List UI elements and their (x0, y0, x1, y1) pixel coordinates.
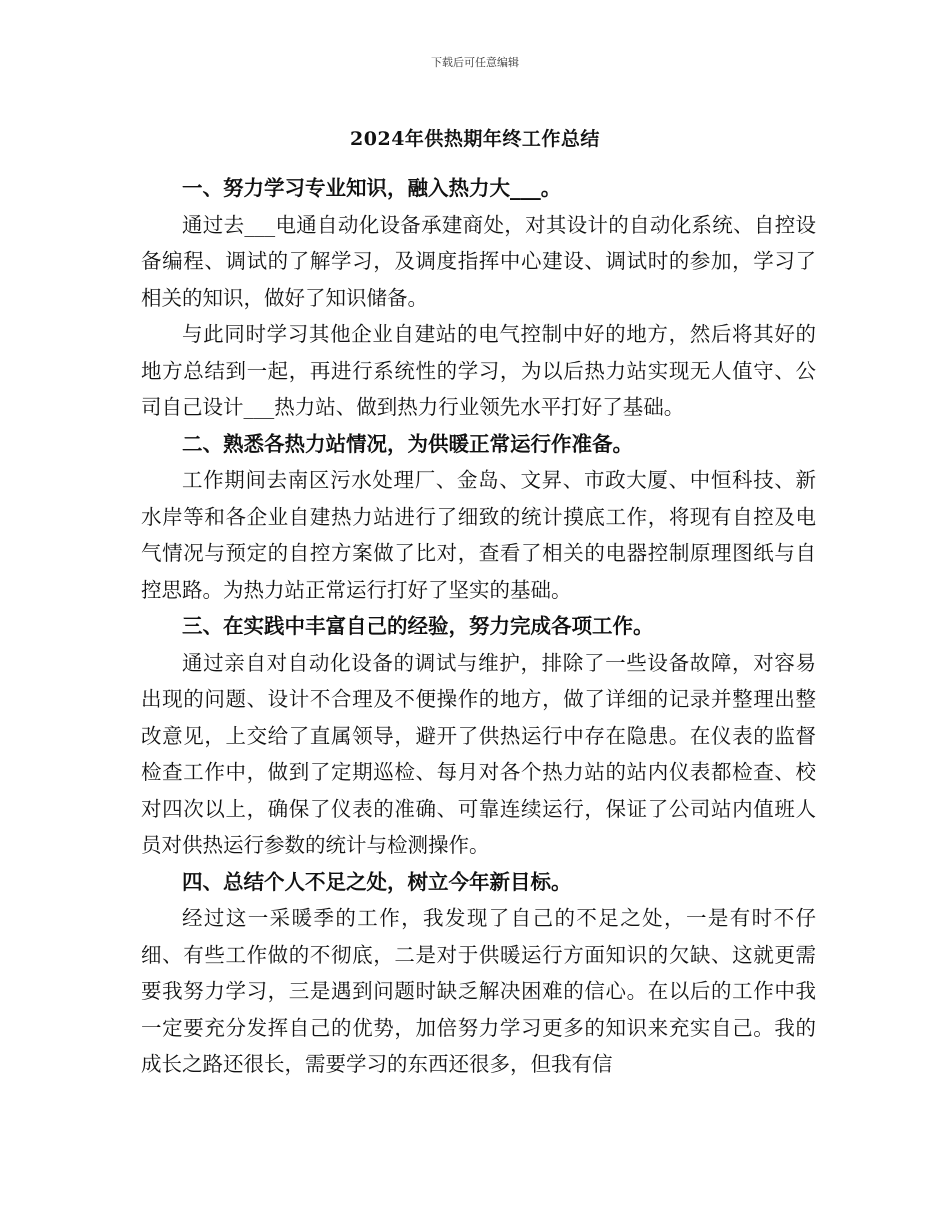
header-note: 下载后可任意编辑 (431, 56, 519, 69)
section-1-paragraph-1: 通过去___电通自动化设备承建商处，对其设计的自动化系统、自控设备编程、调试的了解学习，及调度指挥中心建设、调试时的参加，学习了相关的知识，做好了知识储备。 (141, 212, 816, 310)
section-4-paragraph-1: 经过这一采暖季的工作，我发现了自己的不足之处，一是有时不仔细、有些工作做的不彻底，二是对于供暖运行方面知识的欠缺、这就更需要我努力学习，三是遇到问题时缺乏解决困难的信心。在以后的工作中我一定要充分发挥自己的优势，加倍努力学习更多的知识来充实自己。我的成长之路还很长，需要学习的东西还很多，但我有信 (141, 906, 816, 1076)
document-title: 2024年供热期年终工作总结 (350, 128, 600, 150)
section-heading-1: 一、努力学习专业知识，融入热力大___。 (182, 176, 562, 200)
section-heading-2: 二、熟悉各热力站情况，为供暖正常运行作准备。 (182, 431, 633, 456)
section-2-paragraph-1: 工作期间去南区污水处理厂、金岛、文昇、市政大厦、中恒科技、新水岸等和各企业自建热力站进行了细致的统计摸底工作，将现有自控及电气情况与预定的自控方案做了比对，查看了相关的电器控制原理图纸与自控思路。为热力站正常运行打好了坚实的基础。 (141, 468, 816, 602)
section-3-paragraph-1: 通过亲自对自动化设备的调试与维护，排除了一些设备故障，对容易出现的问题、设计不合理及不便操作的地方，做了详细的记录并整理出整改意见，上交给了直属领导，避开了供热运行中存在隐患。在仪表的监督检查工作中，做到了定期巡检、每月对各个热力站的站内仪表都检查、校对四次以上，确保了仪表的准确、可靠连续运行，保证了公司站内值班人员对供热运行参数的统计与检测操作。 (141, 650, 816, 857)
section-1-paragraph-2: 与此同时学习其他企业自建站的电气控制中好的地方，然后将其好的地方总结到一起，再进行系统性的学习，为以后热力站实现无人值守、公司自己设计___热力站、做到热力行业领先水平打好了基础。 (141, 322, 816, 419)
document-body (141, 170, 816, 1083)
section-heading-4: 四、总结个人不足之处，树立今年新目标。 (182, 869, 572, 894)
section-heading-3: 三、在实践中丰富自己的经验，努力完成各项工作。 (182, 614, 654, 638)
